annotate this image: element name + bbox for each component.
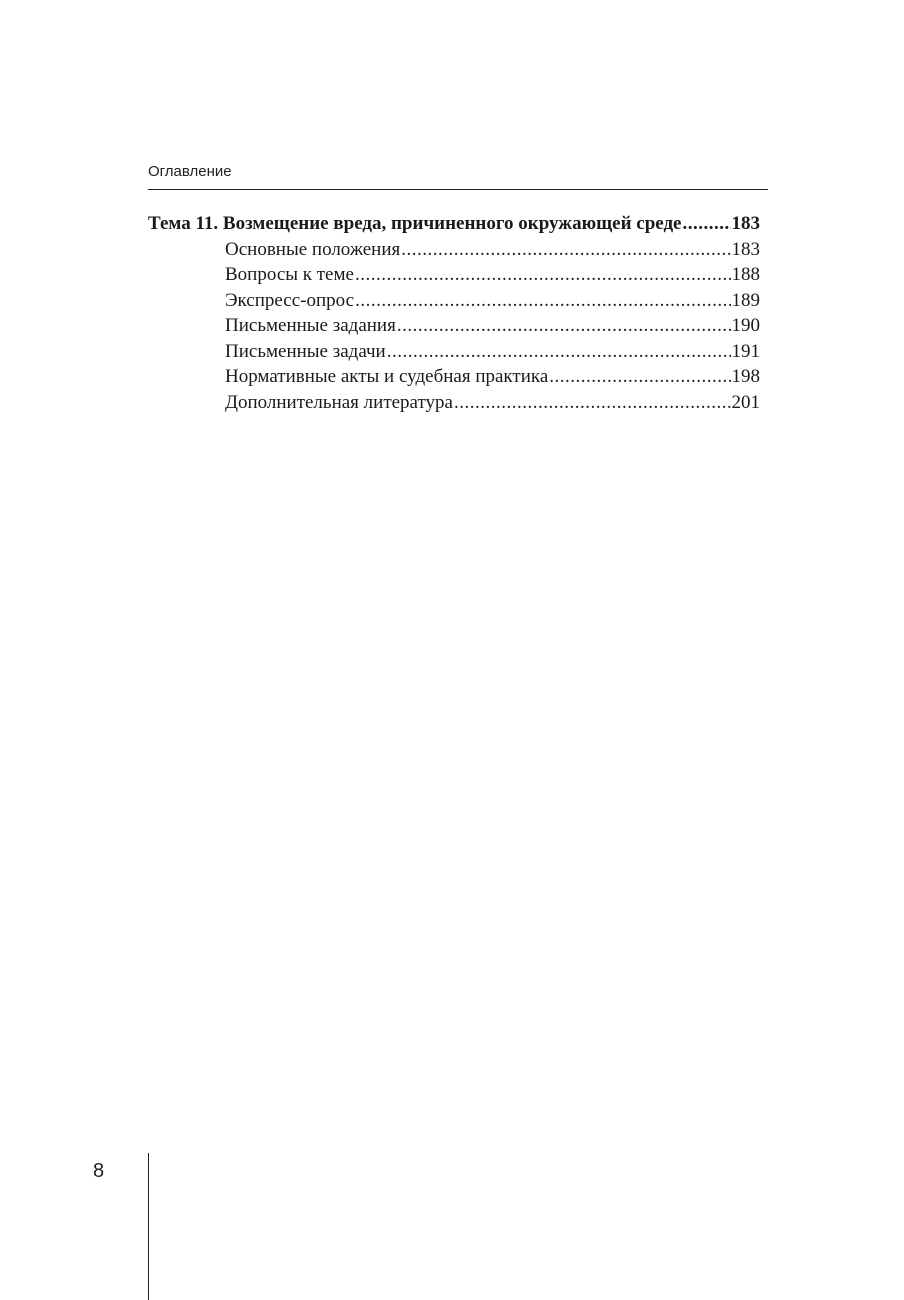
page-number: 8 [93, 1160, 105, 1182]
toc-entry-title: Нормативные акты и судебная практика [225, 366, 549, 387]
dot-leader [397, 313, 731, 339]
toc-entry-page: 183 [731, 238, 760, 260]
table-of-contents [148, 211, 760, 415]
toc-entry-topic-11[interactable] [148, 211, 760, 237]
toc-entry[interactable] [148, 262, 760, 288]
toc-entry-title: Письменные задачи [225, 340, 386, 362]
dot-leader [454, 390, 731, 416]
toc-entry-page: 189 [731, 289, 760, 311]
dot-leader [549, 364, 730, 390]
toc-entry-title: Вопросы к теме [225, 264, 354, 285]
toc-entry-page: 188 [731, 264, 760, 285]
toc-entry-page: 191 [731, 340, 760, 362]
toc-entry[interactable] [148, 339, 760, 365]
toc-entry-page: 201 [731, 391, 760, 413]
toc-entry[interactable] [148, 364, 760, 390]
toc-entry[interactable] [148, 390, 760, 416]
dot-leader [355, 262, 731, 288]
toc-entry-page: 183 [731, 213, 760, 234]
toc-entry[interactable] [148, 288, 760, 314]
dot-leader [401, 237, 730, 263]
toc-entry-page: 190 [731, 315, 760, 336]
toc-entry-title: Письменные задания [225, 315, 396, 336]
running-head-title: Оглавление [148, 163, 232, 180]
toc-entry-page: 198 [731, 366, 760, 387]
dot-leader [683, 211, 731, 237]
toc-entry-title: Основные положения [225, 238, 401, 260]
toc-entry[interactable] [148, 313, 760, 339]
toc-entry-title: Дополнительная литература [225, 391, 453, 413]
toc-entry-title: Тема 11. Возмещение вреда, причиненного окружающей среде [148, 213, 682, 234]
toc-entry[interactable] [148, 237, 760, 263]
dot-leader [355, 288, 730, 314]
toc-entry-title: Экспресс-опрос [225, 289, 355, 311]
dot-leader [387, 339, 731, 365]
header-rule [148, 189, 768, 190]
margin-rule [148, 1153, 149, 1300]
